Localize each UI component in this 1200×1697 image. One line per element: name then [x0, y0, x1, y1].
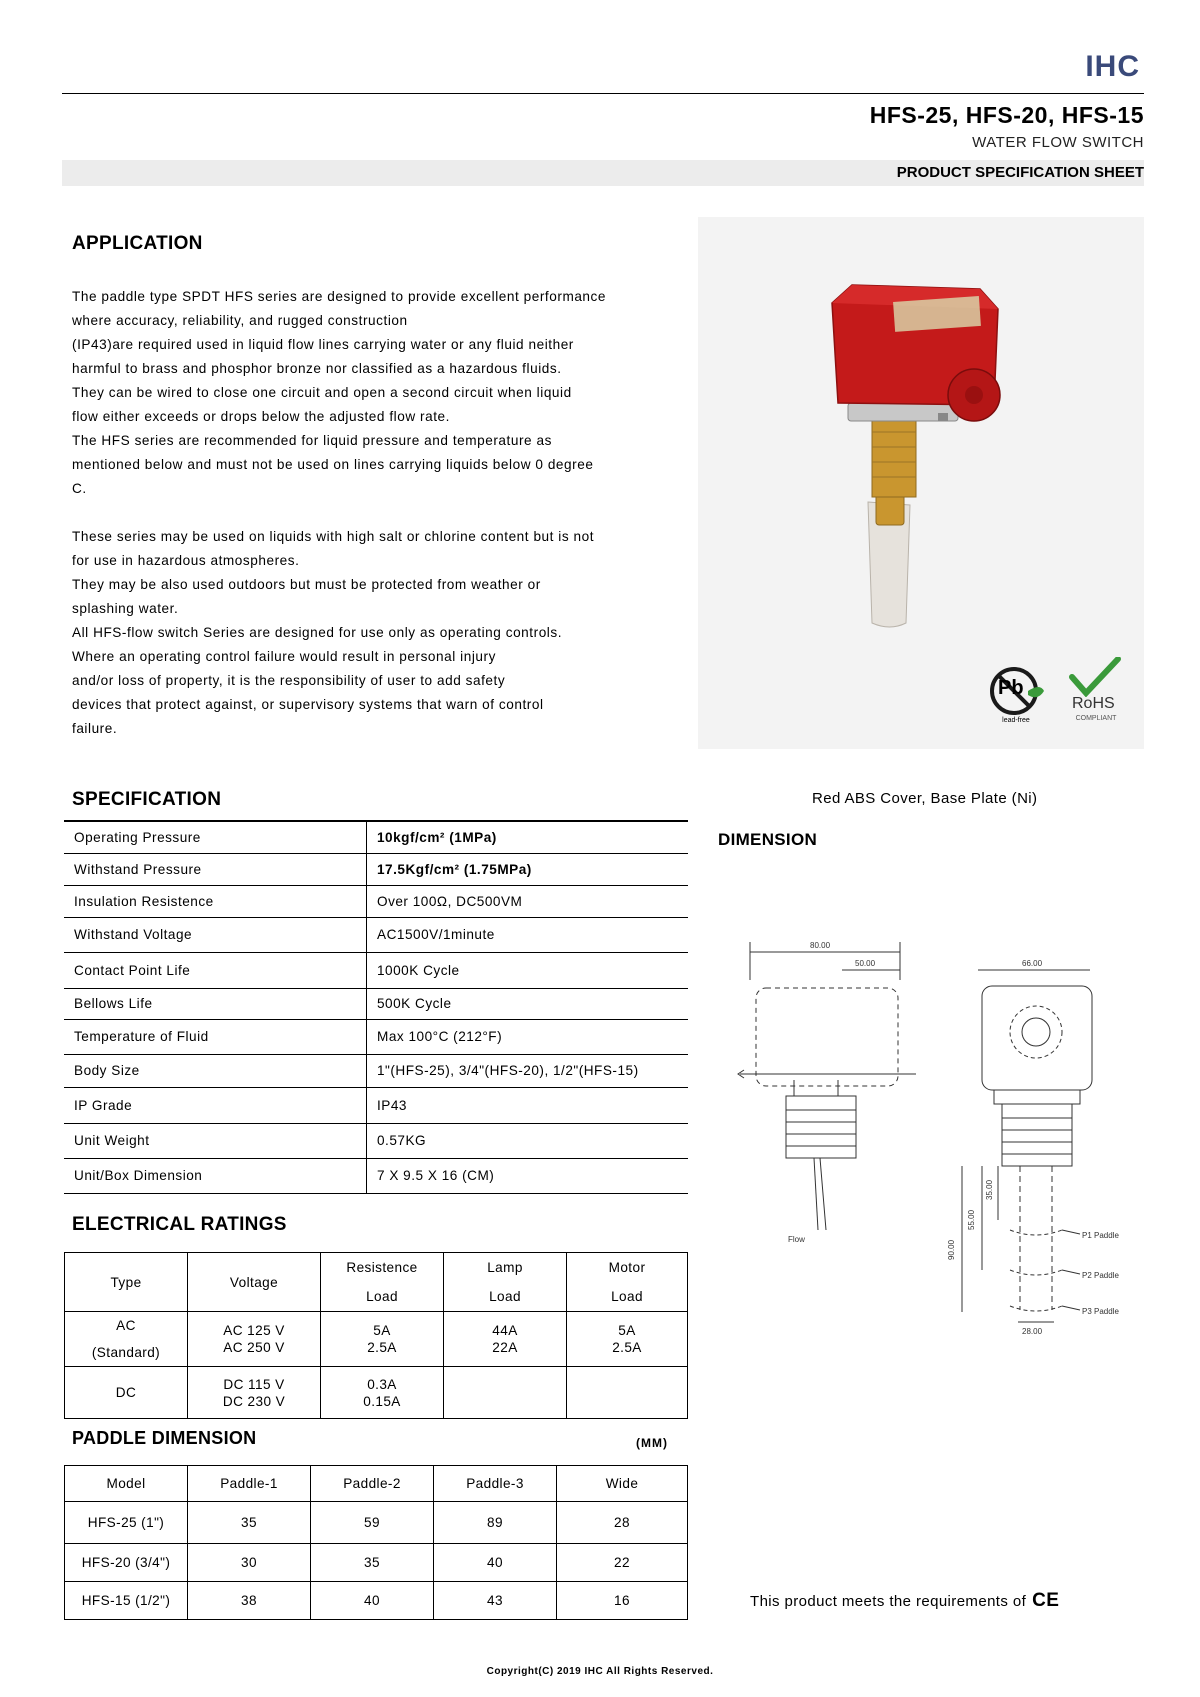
spec-label: Temperature of Fluid: [64, 1019, 367, 1054]
page-subtitle: WATER FLOW SWITCH: [972, 134, 1144, 151]
dc-lamp: [444, 1367, 567, 1419]
lead-free-label: Pb: [998, 677, 1024, 699]
specification-table: [64, 820, 688, 1194]
paddle-cell: HFS-25 (1"): [65, 1502, 188, 1544]
table-row: [65, 1253, 688, 1312]
application-line: where accuracy, reliability, and rugged construction: [72, 313, 408, 328]
dc-voltage: [188, 1367, 321, 1419]
paddle-header: Paddle-2: [311, 1466, 434, 1502]
spec-value: 0.57KG: [367, 1123, 689, 1158]
spec-value: 10kgf/cm² (1MPa): [367, 821, 689, 853]
spec-value: 1000K Cycle: [367, 952, 689, 988]
paddle-cell: 38: [188, 1582, 311, 1620]
dc-motor: [567, 1367, 688, 1419]
header-text: Load: [366, 1289, 398, 1304]
dim-label-w28: 28.00: [1022, 1327, 1043, 1336]
table-row: [64, 1123, 688, 1158]
header-text: Load: [611, 1289, 643, 1304]
dim-label-w66: 66.00: [1022, 959, 1043, 968]
header-motor-load: [567, 1253, 688, 1312]
paddle-cell: 40: [311, 1582, 434, 1620]
rohs-label: RoHS: [1072, 695, 1115, 712]
spec-value: Over 100Ω, DC500VM: [367, 885, 689, 917]
cell-text: 0.15A: [363, 1393, 401, 1409]
lead-free-badge: [984, 665, 1048, 729]
table-row: [65, 1367, 688, 1419]
header-text: Load: [489, 1289, 521, 1304]
spec-label: Contact Point Life: [64, 952, 367, 988]
paddle-table: [64, 1465, 688, 1620]
application-line: They can be wired to close one circuit and open a second circuit when liquid: [72, 385, 572, 400]
table-row: [64, 1087, 688, 1123]
header-resistence-load: [321, 1253, 444, 1312]
table-row: [64, 821, 688, 853]
page-title: HFS-25, HFS-20, HFS-15: [869, 102, 1144, 128]
sheet-label: PRODUCT SPECIFICATION SHEET: [896, 164, 1144, 181]
paddle-cell: 35: [188, 1502, 311, 1544]
paddle-cell: 35: [311, 1544, 434, 1582]
ac-resistence: [321, 1312, 444, 1367]
application-line: Where an operating control failure would result in personal injury: [72, 649, 496, 664]
application-line: All HFS-flow switch Series are designed for use only as operating controls.: [72, 625, 563, 640]
dimension-drawing: [730, 930, 1150, 1350]
table-row: [64, 1054, 688, 1087]
paddle-cell: 22: [557, 1544, 688, 1582]
cell-text: DC 115 V: [223, 1376, 285, 1392]
dim-label-p2: P2 Paddle: [1082, 1271, 1119, 1280]
specification-heading: SPECIFICATION: [72, 789, 222, 810]
cell-text: DC 230 V: [222, 1393, 286, 1409]
paddle-cell: 43: [434, 1582, 557, 1620]
header-divider: [62, 93, 1144, 94]
dim-label-w80: 80.00: [810, 941, 831, 950]
dim-label-h35: 35.00: [985, 1179, 994, 1200]
ac-motor: [567, 1312, 688, 1367]
cell-text: AC: [116, 1318, 136, 1333]
application-line: failure.: [72, 721, 118, 736]
dim-label-w50: 50.00: [855, 959, 876, 968]
application-line: for use in hazardous atmospheres.: [72, 553, 300, 568]
dim-label-p1: P1 Paddle: [1082, 1231, 1119, 1240]
application-line: harmful to brass and phosphor bronze nor classified as a hazardous fluids.: [72, 361, 562, 376]
spec-label: Unit Weight: [64, 1123, 367, 1158]
electrical-table: [64, 1252, 688, 1419]
paddle-cell: 40: [434, 1544, 557, 1582]
dim-label-h90: 90.00: [947, 1239, 956, 1260]
table-row: [65, 1466, 688, 1502]
dim-label-h55: 55.00: [967, 1209, 976, 1230]
table-row: [64, 853, 688, 885]
cell-text: 2.5A: [367, 1340, 397, 1355]
spec-label: IP Grade: [64, 1087, 367, 1123]
application-line: These series may be used on liquids with high salt or chlorine content but is not: [72, 529, 595, 544]
header-type: Type: [65, 1253, 188, 1312]
cell-text: 22A: [492, 1340, 518, 1355]
paddle-header: Paddle-3: [434, 1466, 557, 1502]
paddle-cell: 16: [557, 1582, 688, 1620]
table-row: [65, 1544, 688, 1582]
spec-value: Max 100°C (212°F): [367, 1019, 689, 1054]
spec-value: 1"(HFS-25), 3/4"(HFS-20), 1/2"(HFS-15): [367, 1054, 689, 1087]
application-line: The HFS series are recommended for liquid pressure and temperature as: [72, 433, 552, 448]
application-line: mentioned below and must not be used on lines carrying liquids below 0 degree: [72, 457, 594, 472]
dc-type: DC: [65, 1367, 188, 1419]
footer-copyright: Copyright(C) 2019 IHC All Rights Reserved.: [486, 1666, 714, 1677]
spec-label: Insulation Resistence: [64, 885, 367, 917]
table-row: [64, 917, 688, 952]
lead-free-sub: lead-free: [1002, 717, 1030, 724]
ac-voltage: [188, 1312, 321, 1367]
application-text: [72, 285, 672, 741]
spec-label: Operating Pressure: [64, 821, 367, 853]
application-line: C.: [72, 481, 87, 496]
cell-text: 2.5A: [612, 1340, 642, 1355]
spec-value: IP43: [367, 1087, 689, 1123]
table-row: [64, 952, 688, 988]
application-line: devices that protect against, or supervisory systems that warn of control: [72, 697, 544, 712]
table-row: [64, 885, 688, 917]
cell-text: AC 250 V: [223, 1340, 285, 1355]
ce-mark: CE: [1032, 1590, 1060, 1611]
header-voltage: Voltage: [188, 1253, 321, 1312]
paddle-header: Model: [65, 1466, 188, 1502]
dc-resistence: [321, 1367, 444, 1419]
cell-text: 44A: [492, 1323, 518, 1338]
product-photo: [698, 217, 1144, 749]
application-line: (IP43)are required used in liquid flow lines carrying water or any fluid neither: [72, 337, 574, 352]
ce-statement: [750, 1590, 1059, 1612]
ce-text: This product meets the requirements of: [750, 1593, 1027, 1610]
rohs-sub: COMPLIANT: [1075, 715, 1117, 722]
spec-label: Withstand Voltage: [64, 917, 367, 952]
header-text: Resistence: [346, 1260, 418, 1275]
dimension-heading: DIMENSION: [718, 830, 818, 849]
table-row: [64, 988, 688, 1019]
paddle-cell: HFS-15 (1/2"): [65, 1582, 188, 1620]
paddle-heading: PADDLE DIMENSION: [72, 1428, 257, 1448]
table-row: [64, 1019, 688, 1054]
header-lamp-load: [444, 1253, 567, 1312]
rohs-badge: [1060, 657, 1130, 729]
spec-value: 17.5Kgf/cm² (1.75MPa): [367, 853, 689, 885]
cell-text: (Standard): [91, 1345, 161, 1360]
cell-text: 0.3A: [367, 1376, 397, 1392]
paddle-header: Paddle-1: [188, 1466, 311, 1502]
application-line: splashing water.: [72, 601, 179, 616]
dim-label-flow: Flow: [788, 1235, 805, 1244]
brand-logo: IHC: [1085, 50, 1140, 83]
dim-label-p3: P3 Paddle: [1082, 1307, 1119, 1316]
application-line: flow either exceeds or drops below the adjusted flow rate.: [72, 409, 450, 424]
electrical-heading: ELECTRICAL RATINGS: [72, 1214, 287, 1235]
paddle-header: Wide: [557, 1466, 688, 1502]
paddle-cell: 89: [434, 1502, 557, 1544]
header-text: Motor: [608, 1260, 646, 1275]
checkmark-icon: [1060, 657, 1130, 697]
table-row: [64, 1158, 688, 1193]
cell-text: AC 125 V: [223, 1323, 285, 1338]
ac-type: [65, 1312, 188, 1367]
paddle-unit: (MM): [636, 1436, 668, 1450]
photo-caption: Red ABS Cover, Base Plate (Ni): [812, 790, 1038, 807]
header-text: Lamp: [487, 1260, 523, 1275]
paddle-cell: 28: [557, 1502, 688, 1544]
spec-label: Unit/Box Dimension: [64, 1158, 367, 1193]
paddle-cell: HFS-20 (3/4"): [65, 1544, 188, 1582]
application-line: The paddle type SPDT HFS series are designed to provide excellent performance: [72, 289, 607, 304]
application-line: They may be also used outdoors but must be protected from weather or: [72, 577, 541, 592]
cell-text: 5A: [373, 1323, 391, 1338]
spec-value: 500K Cycle: [367, 988, 689, 1019]
spec-label: Body Size: [64, 1054, 367, 1087]
paddle-cell: 59: [311, 1502, 434, 1544]
spec-value: AC1500V/1minute: [367, 917, 689, 952]
spec-label: Bellows Life: [64, 988, 367, 1019]
spec-label: Withstand Pressure: [64, 853, 367, 885]
ac-lamp: [444, 1312, 567, 1367]
application-heading: APPLICATION: [72, 233, 203, 254]
spec-value: 7 X 9.5 X 16 (CM): [367, 1158, 689, 1193]
table-row: [65, 1312, 688, 1367]
application-line: and/or loss of property, it is the responsibility of user to add safety: [72, 673, 506, 688]
paddle-cell: 30: [188, 1544, 311, 1582]
cell-text: 5A: [618, 1323, 636, 1338]
table-row: [65, 1582, 688, 1620]
table-row: [65, 1502, 688, 1544]
